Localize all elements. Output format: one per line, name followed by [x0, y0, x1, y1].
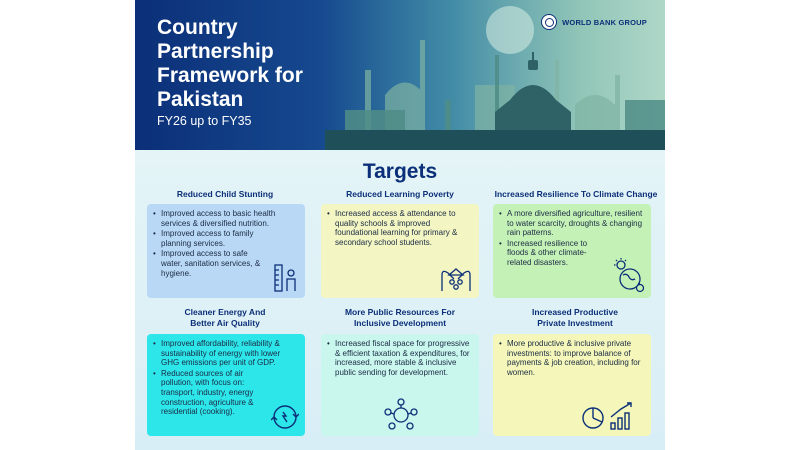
list-item: • A more diversified agriculture, resilient to water scarcity, droughts & changing rain patterns.	[499, 209, 645, 238]
world-bank-logo	[541, 14, 647, 30]
list-item: • Increased fiscal space for progressive & efficient taxation & expenditures, for increased, more stable & inclusive public sending for development.	[327, 339, 473, 377]
card-child-stunting	[147, 204, 305, 298]
list-item: • Improved access to basic health services & diversified nutrition.	[153, 209, 299, 228]
card-heading-child-stunting: Reduced Child Stunting	[176, 189, 274, 199]
infographic	[135, 0, 665, 450]
card-heading-public-resources: More Public Resources For Inclusive Development	[344, 307, 456, 328]
targets-section	[135, 150, 665, 450]
growth-chart-icon	[581, 401, 637, 431]
title-line: Country	[157, 16, 238, 39]
targets-heading: Targets	[362, 160, 438, 183]
list-item: • Increased resilience to floods & other climate-related disasters.	[499, 239, 645, 268]
list-item: • Improved access to safe water, sanitation services, & hygiene.	[153, 249, 299, 278]
title-line: Partnership	[157, 40, 274, 63]
list-item: • More productive & inclusive private investments: to improve balance of payments & job creation, including for women.	[499, 339, 645, 377]
card-climate-resilience	[493, 204, 651, 298]
page-subtitle: FY26 up to FY35	[157, 114, 252, 128]
logo-text: WORLD BANK GROUP	[562, 17, 647, 27]
card-heading-climate: Increased Resilience To Climate Change	[494, 189, 658, 199]
hands-people-icon	[439, 263, 473, 293]
card-heading-learning-poverty: Reduced Learning Poverty	[346, 189, 454, 199]
card-heading-clean-energy: Cleaner Energy And Better Air Quality	[184, 307, 266, 328]
people-network-icon	[383, 397, 419, 431]
globe-logo-icon	[541, 14, 557, 30]
page-title	[157, 16, 357, 112]
card-heading-private-investment: Increased Productive Private Investment	[532, 307, 618, 328]
height-measure-icon	[273, 263, 299, 293]
list-item: • Improved access to family planning services.	[153, 229, 299, 248]
climate-globe-icon	[613, 257, 645, 293]
card-clean-energy	[147, 334, 305, 436]
list-item: • Reduced sources of air pollution, with focus on: transport, industry, energy construction, agriculture & residential (cooking).	[153, 369, 299, 417]
card-private-investment	[493, 334, 651, 436]
header-banner	[135, 0, 665, 150]
title-line: Framework for	[157, 64, 303, 87]
title-line: Pakistan	[157, 88, 244, 111]
list-item: • Increased access & attendance to quality schools & improved foundational learning for primary & secondary school students.	[327, 209, 473, 247]
recycle-energy-icon	[271, 403, 299, 431]
card-public-resources	[321, 334, 479, 436]
card-learning-poverty	[321, 204, 479, 298]
list-item: • Improved affordability, reliability & sustainability of energy with lower GHG emissions per unit of GDP.	[153, 339, 299, 368]
